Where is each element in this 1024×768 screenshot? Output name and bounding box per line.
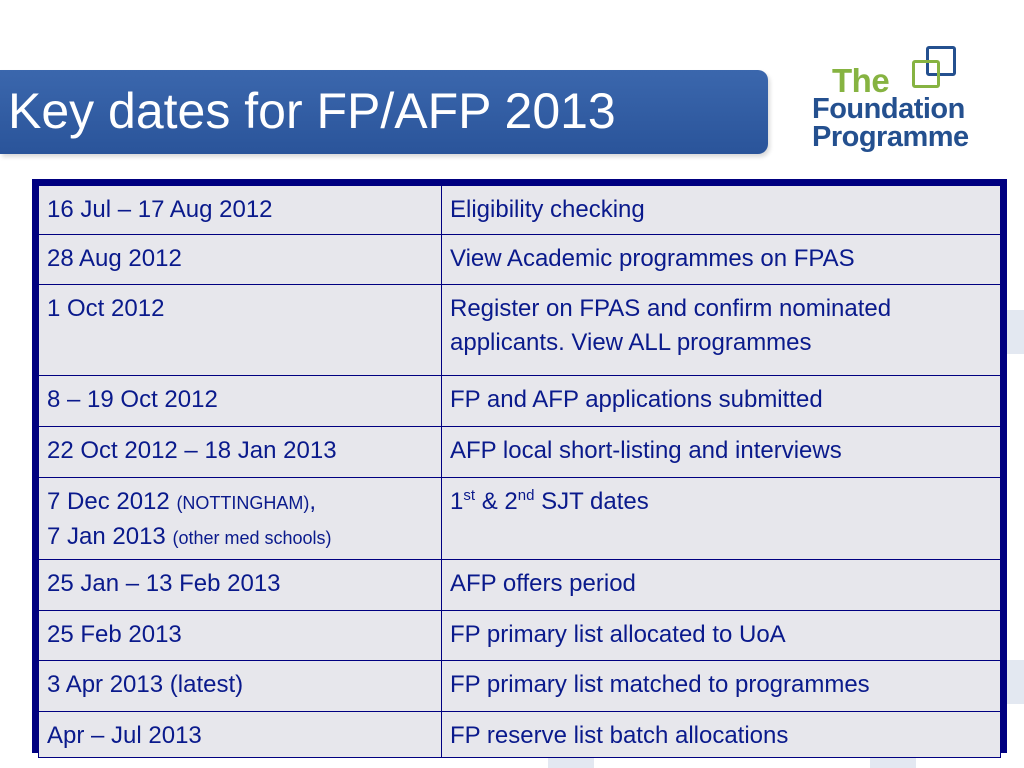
date-cell: 8 – 19 Oct 2012: [39, 376, 442, 427]
date-cell: 22 Oct 2012 – 18 Jan 2013: [39, 427, 442, 478]
table-row: [39, 661, 1001, 712]
event-cell: AFP local short-listing and interviews: [442, 427, 1001, 478]
date-separator: ,: [309, 488, 317, 515]
date-cell: 1 Oct 2012: [39, 285, 442, 376]
foundation-programme-logo: [808, 44, 998, 154]
event-cell: Eligibility checking: [442, 186, 1001, 235]
table-row: [39, 611, 1001, 661]
date-text: 7 Dec 2012: [47, 488, 170, 515]
event-cell: View Academic programmes on FPAS: [442, 235, 1001, 285]
date-cell: 28 Aug 2012: [39, 235, 442, 285]
event-cell: Register on FPAS and confirm nominated applicants. View ALL programmes: [442, 285, 1001, 376]
logo-text-foundation: Foundation: [812, 93, 965, 125]
table-row: [39, 427, 1001, 478]
date-note: (other med schools): [172, 528, 332, 548]
date-text: 7 Jan 2013: [47, 523, 166, 550]
slide-title: Key dates for FP/AFP 2013: [8, 83, 616, 139]
event-cell: [442, 478, 1001, 560]
logo-text-the: The: [832, 62, 890, 99]
table-row: [39, 712, 1001, 758]
background-decoration: [1007, 310, 1024, 354]
table-row: [39, 376, 1001, 427]
date-cell: 16 Jul – 17 Aug 2012: [39, 186, 442, 235]
event-cell: FP and AFP applications submitted: [442, 376, 1001, 427]
event-cell: FP reserve list batch allocations: [442, 712, 1001, 758]
ordinal-suffix: st: [463, 487, 476, 504]
event-cell: FP primary list matched to programmes: [442, 661, 1001, 712]
date-note: (NOTTINGHAM): [176, 493, 310, 513]
date-cell: [39, 478, 442, 560]
table-row: [39, 560, 1001, 611]
date-cell: 3 Apr 2013 (latest): [39, 661, 442, 712]
event-text: SJT dates: [534, 488, 649, 515]
event-cell: FP primary list allocated to UoA: [442, 611, 1001, 661]
ordinal-suffix: nd: [517, 487, 535, 504]
event-text: 1: [450, 488, 464, 515]
date-cell: Apr – Jul 2013: [39, 712, 442, 758]
logo-text-programme: Programme: [812, 121, 969, 153]
event-text: & 2: [475, 488, 518, 515]
table-row: [39, 186, 1001, 235]
key-dates-table: [32, 179, 1007, 753]
table-row: [39, 285, 1001, 376]
table-row: [39, 478, 1001, 560]
background-decoration: [1007, 660, 1024, 704]
logo-square-icon: [912, 60, 940, 88]
event-cell: AFP offers period: [442, 560, 1001, 611]
date-cell: 25 Feb 2013: [39, 611, 442, 661]
date-cell: 25 Jan – 13 Feb 2013: [39, 560, 442, 611]
table-row: [39, 235, 1001, 285]
